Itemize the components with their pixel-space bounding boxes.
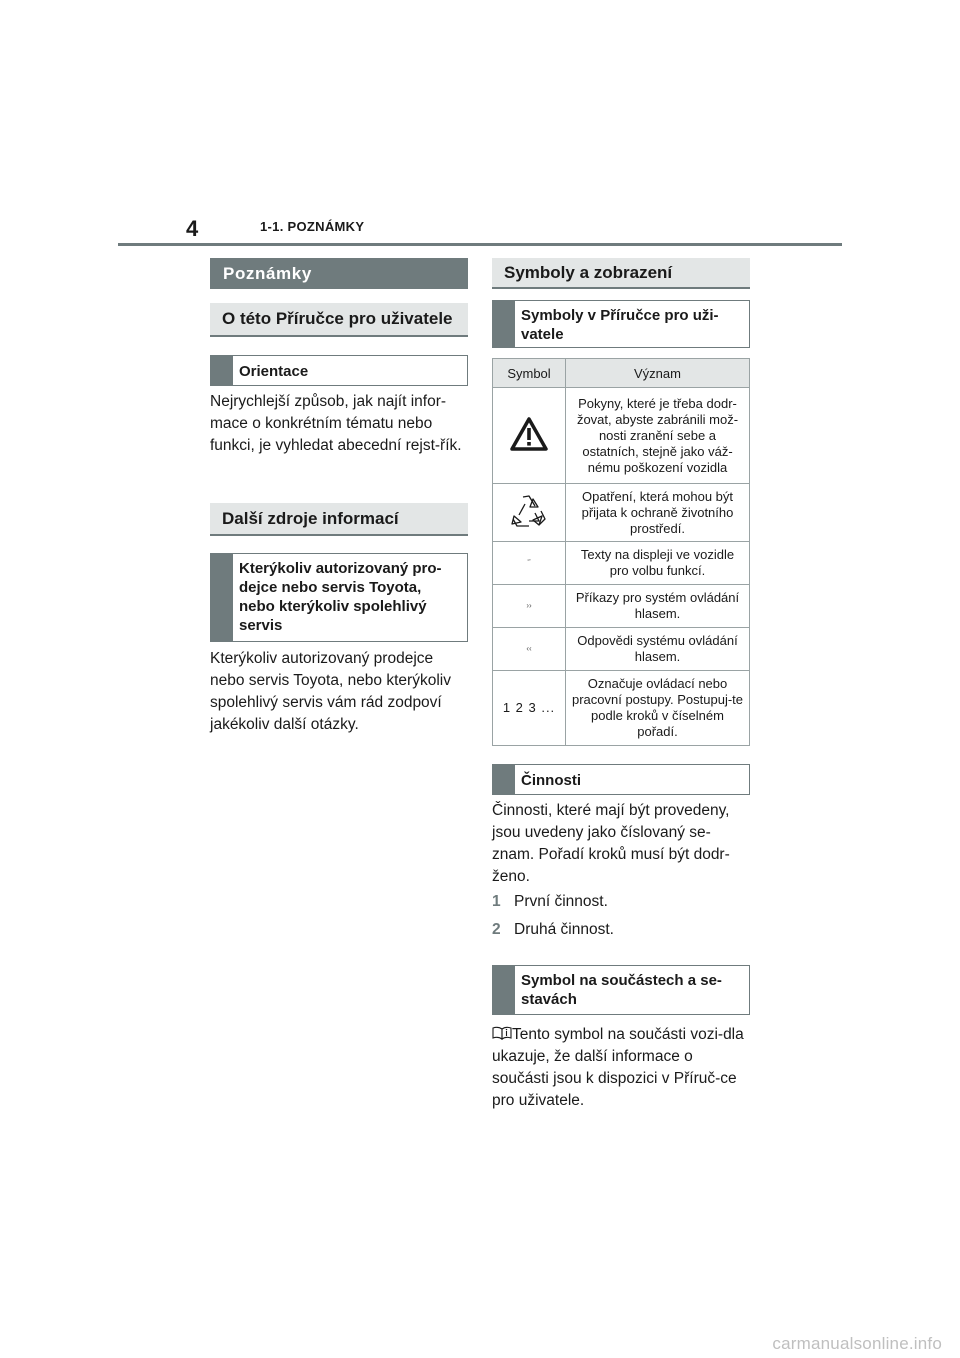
section-title: 1-1. POZNÁMKY — [260, 219, 365, 234]
step-number: 2 — [492, 921, 501, 938]
table-cell-meaning: Opatření, která mohou být přijata k ochraně životního prostředí. — [566, 484, 750, 542]
table-cell-meaning: Pokyny, které je třeba dodr-žovat, abyste zabránili mož-nosti zranění sebe a ostatních, stejně jako váž-nému poškození vozidla — [566, 388, 750, 484]
heading-symbols: Symboly a zobrazení — [492, 258, 750, 289]
table-cell-meaning: Příkazy pro systém ovládání hlasem. — [566, 585, 750, 628]
table-row — [493, 388, 750, 484]
table-row — [493, 628, 750, 671]
subheading-dealer-label: Kterýkoliv autorizovaný pro-dejce nebo servis Toyota, nebo kterýkoliv spolehlivý servis — [239, 560, 442, 634]
list-item — [492, 919, 750, 941]
subheading-orientation-label: Orientace — [239, 363, 309, 380]
table-cell-meaning: Odpovědi systému ovládání hlasem. — [566, 628, 750, 671]
step-sequence-symbol: 1 2 3 ... — [493, 671, 566, 746]
subheading-actions-label: Činnosti — [521, 772, 581, 789]
subheading-marker — [211, 356, 233, 385]
paragraph-component-symbol — [492, 1024, 750, 1112]
voice-response-symbol: ‹‹ — [493, 628, 566, 671]
column-header-meaning: Význam — [566, 359, 750, 388]
step-text: Druhá činnost. — [514, 921, 614, 938]
table-row — [493, 671, 750, 746]
symbols-table — [492, 358, 750, 746]
table-row — [493, 484, 750, 542]
heading-other-sources: Další zdroje informací — [210, 503, 468, 536]
subheading-component-symbol-label: Symbol na součástech a se-stavách — [521, 972, 722, 1008]
table-row — [493, 542, 750, 585]
display-text-quote-symbol: ‘’ — [493, 542, 566, 585]
chapter-banner: Poznámky — [210, 258, 468, 289]
paragraph-component-symbol-text: Tento symbol na součásti vozi-dla ukazuje, že další informace o součásti jsou k dispozici v Příruč-ce pro uživatele. — [492, 1026, 744, 1109]
subheading-component-symbol — [492, 965, 750, 1015]
subheading-orientation — [210, 355, 468, 386]
subheading-manual-symbols-label: Symboly v Příručce pro uži-vatele — [521, 307, 719, 343]
table-cell-meaning: Označuje ovládací nebo pracovní postupy. Postupuj-te podle kroků v číselném pořadí. — [566, 671, 750, 746]
paragraph-orientation: Nejrychlejší způsob, jak najít infor-mace o konkrétním tématu nebo funkci, je vyhledat abecední rejst-řík. — [210, 393, 462, 454]
paragraph-dealer: Kterýkoliv autorizovaný prodejce nebo servis Toyota, nebo kterýkoliv spolehlivý servis vám rád zodpoví jakékoliv další otázky. — [210, 650, 451, 733]
manual-book-icon — [492, 1026, 512, 1040]
subheading-marker — [493, 966, 515, 1014]
table-header-row — [493, 359, 750, 388]
subheading-actions — [492, 764, 750, 795]
step-text: První činnost. — [514, 893, 608, 910]
table-row — [493, 585, 750, 628]
header-divider — [118, 243, 842, 246]
watermark: carmanualsonline.info — [772, 1334, 942, 1353]
voice-command-symbol: ›› — [493, 585, 566, 628]
steps-list — [492, 891, 750, 941]
subheading-marker — [493, 765, 515, 794]
column-header-symbol: Symbol — [493, 359, 566, 388]
table-cell-meaning: Texty na displeji ve vozidle pro volbu funkcí. — [566, 542, 750, 585]
subheading-dealer — [210, 553, 468, 642]
subheading-marker — [211, 554, 233, 641]
subheading-manual-symbols — [492, 300, 750, 348]
page-number: 4 — [186, 216, 199, 241]
recycle-icon — [493, 484, 566, 542]
step-number: 1 — [492, 893, 501, 910]
heading-about-manual: O této Příručce pro uživatele — [210, 303, 468, 337]
list-item — [492, 891, 750, 913]
paragraph-actions: Činnosti, které mají být provedeny, jsou uvedeny jako číslovaný se-znam. Pořadí kroků musí být dodr-ženo. — [492, 802, 730, 885]
warning-triangle-icon — [493, 388, 566, 484]
subheading-marker — [493, 301, 515, 347]
